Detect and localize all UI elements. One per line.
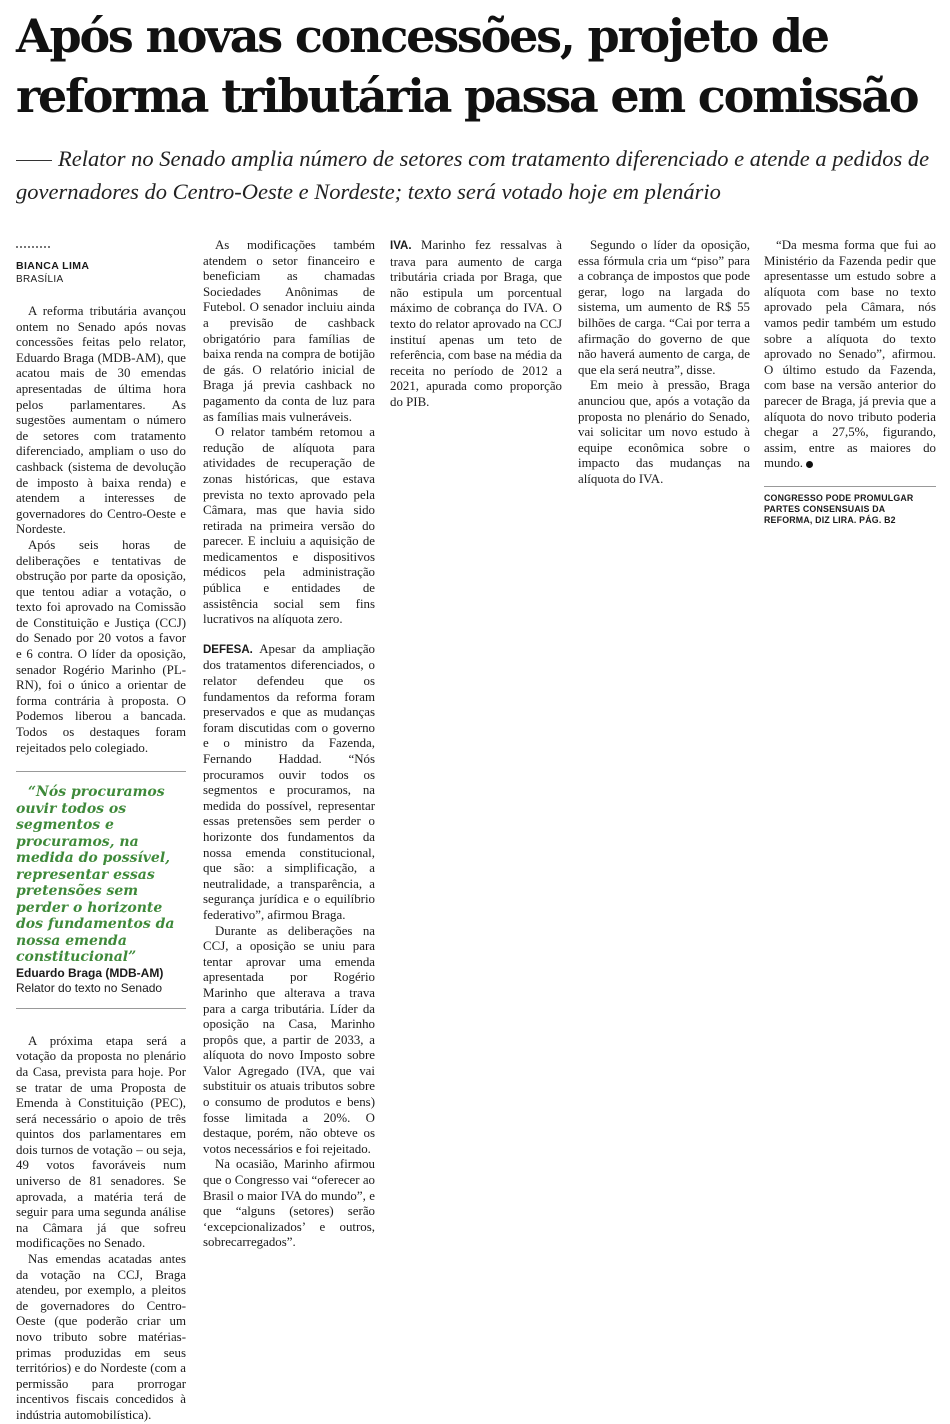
pull-quote-author: Eduardo Braga (MDB-AM)	[16, 965, 164, 980]
paragraph: Após seis horas de deliberações e tentativas de obstrução por parte da oposição, que tentou adiar a votação, o texto foi aprovado na Comissão de Constituição e Justiça (CCJ) do Senado por 20 votos a favor e 6 contra. O líder da oposição, senador Rogério Marinho (PL-RN), foi o único a orientar de forma contrária à proposta. O Podemos liberou a bancada. Todos os destaques foram rejeitados pelo colegiado.	[16, 537, 186, 755]
column-4	[578, 238, 750, 1304]
dek	[16, 142, 941, 208]
paragraph: IVA. Marinho fez ressalvas à trava para aumento de carga tributária criada por Braga, que não estipula um porcentual máximo de cobrança do IVA. O texto do relator aprovado na CCJ instituí apenas um teto de referência, com base na média da receita no período de 2012 a 2021, apurada como proporção do PIB.	[390, 238, 562, 409]
paragraph: Em meio à pressão, Braga anunciou que, após a votação da proposta no plenário do Senado, vai solicitar um novo estudo à equipe econômica sobre o impacto das mudanças na alíquota do IVA.	[578, 378, 750, 486]
paragraph: Segundo o líder da oposição, essa fórmula cria um “piso” para a cobrança de impostos que pode gerar, logo na largada do sistema, um aumento de R$ 55 bilhões de carga. “Cai por terra a afirmação do governo de que não haverá aumento de carga, de que ela será neutra”, disse.	[578, 238, 750, 377]
paragraph: Durante as deliberações na CCJ, a oposição se uniu para tentar aprovar uma emenda apresentada por Rogério Marinho que alterava a trava para a carga tributária. Líder da oposição na Casa, Marinho propôs que, a partir de 2033, a alíquota do novo Imposto sobre Valor Agregado (IVA, que vai substituir os atuais tributos sobre o consumo de produtos e bens) fosse limitada a 20%. O destaque, porém, não obteve os votos necessários e foi rejeitado.	[203, 923, 375, 1156]
section-label-defesa: DEFESA.	[203, 643, 253, 656]
pull-quote	[16, 771, 186, 1009]
headline: Após novas concessões, projeto de reforma tributária passa em comissão	[16, 9, 918, 123]
paragraph: A reforma tributária avançou ontem no Senado após novas concessões feitas pelo relator, Eduardo Braga (MDB-AM), que acatou mais de 30 emendas apresentadas de última hora pelos parlamentares. As sugestões aumentam o número de setores com tratamento diferenciado, ampliam o uso do cashback (sistema de devolução de imposto à baixa renda) e atendem a interesses de governadores do Centro-Oeste e Nordeste.	[16, 304, 186, 537]
paragraph: Nas emendas acatadas antes da votação na CCJ, Braga atendeu, por exemplo, a pleitos de governadores do Centro-Oeste (que poderão criar um novo tributo sobre matérias-primas produzidas em seus territórios) e do Nordeste (com a permissão para prorrogar incentivos fiscais concedidos à indústria automobilística).	[16, 1252, 186, 1422]
dek-rule	[16, 160, 52, 161]
column-5	[764, 238, 936, 1304]
cross-reference: CONGRESSO PODE PROMULGAR PARTES CONSENSUAIS DA REFORMA, DIZ LIRA. PÁG. B2	[764, 486, 936, 526]
paragraph: Na ocasião, Marinho afirmou que o Congresso vai “oferecer ao Brasil o maior IVA do mundo”, e que “alguns (setores) serão ‘excepcionalizados’ e outros, sobrecarregados”.	[203, 1157, 375, 1250]
byline-author: BIANCA LIMA	[16, 260, 90, 272]
paragraph: As modificações também atendem o setor financeiro e beneficiam as chamadas Sociedades Anônimas de Futebol. O senador incluiu ainda a previsão de cashback obrigatório para famílias de baixa renda na compra de botijão de gás. O relatório inicial de Braga já previa cashback no pagamento da conta de luz para as famílias mais vulneráveis.	[203, 238, 375, 424]
column-2	[203, 238, 375, 1304]
end-mark-icon	[806, 461, 813, 468]
byline-dots	[16, 246, 50, 248]
column-3	[390, 238, 562, 1304]
dek-text: Relator no Senado amplia número de setores com tratamento diferenciado e atende a pedidos de governadores do Centro-Oeste e Nordeste; texto será votado hoje em plenário	[16, 146, 930, 204]
paragraph: A próxima etapa será a votação da proposta no plenário da Casa, prevista para hoje. Por se tratar de uma Proposta de Emenda à Constituição (PEC), será necessário o apoio de três quintos dos parlamentares em dois turnos de votação – ou seja, 49 votos favoráveis num universo de 81 senadores. Se aprovada, a matéria terá de seguir para uma segunda análise na Câmara já que sofreu modificações no Senado.	[16, 1033, 186, 1251]
paragraph: O relator também retomou a redução de alíquota para atividades de recuperação de zonas históricas, que estava prevista no texto aprovado pela Câmara, mas que havia sido retirada na primeira versão do parecer. E incluiu a aquisição de medicamentos e dispositivos médicos pela administração pública e entidades de assistência social sem fins lucrativos na alíquota zero.	[203, 425, 375, 627]
pull-quote-text: “Nós procuramos ouvir todos os segmentos e procuramos, na medida do possível, representar essas pretensões sem perder o horizonte dos fundamentos da nossa emenda constitucional”	[16, 784, 175, 966]
section-label-iva: IVA.	[390, 240, 412, 252]
paragraph: “Da mesma forma que fui ao Ministério da Fazenda pedir que apresentasse um estudo sobre a alíquota com base no texto aprovado pela Câmara, nós vamos pedir também um estudo sobre a alíquota do texto aprovado no Senado”, afirmou. O último estudo da Fazenda, com base na versão anterior do parecer de Braga, já previa que a alíquota do novo tributo poderia chegar a 27,5%, figurando, assim, entre as maiores do mundo.	[764, 238, 936, 471]
pull-quote-role: Relator do texto no Senado	[16, 980, 163, 995]
column-1	[16, 238, 186, 1422]
byline-city: BRASÍLIA	[16, 274, 64, 285]
paragraph: DEFESA. Apesar da ampliação dos tratamentos diferenciados, o relator defendeu que os fundamentos da reforma foram preservados e que as mudanças foram discutidas com o governo e o ministro da Fazenda, Fernando Haddad. “Nós procuramos ouvir todos os segmentos e procuramos, na medida do possível, representar essas pretensões sem perder o horizonte dos fundamentos da nossa emenda constitucional, que são: a simplificação, a neutralidade, a transparência, a segurança jurídica e o equilíbrio federativo”, afirmou Braga.	[203, 641, 376, 922]
